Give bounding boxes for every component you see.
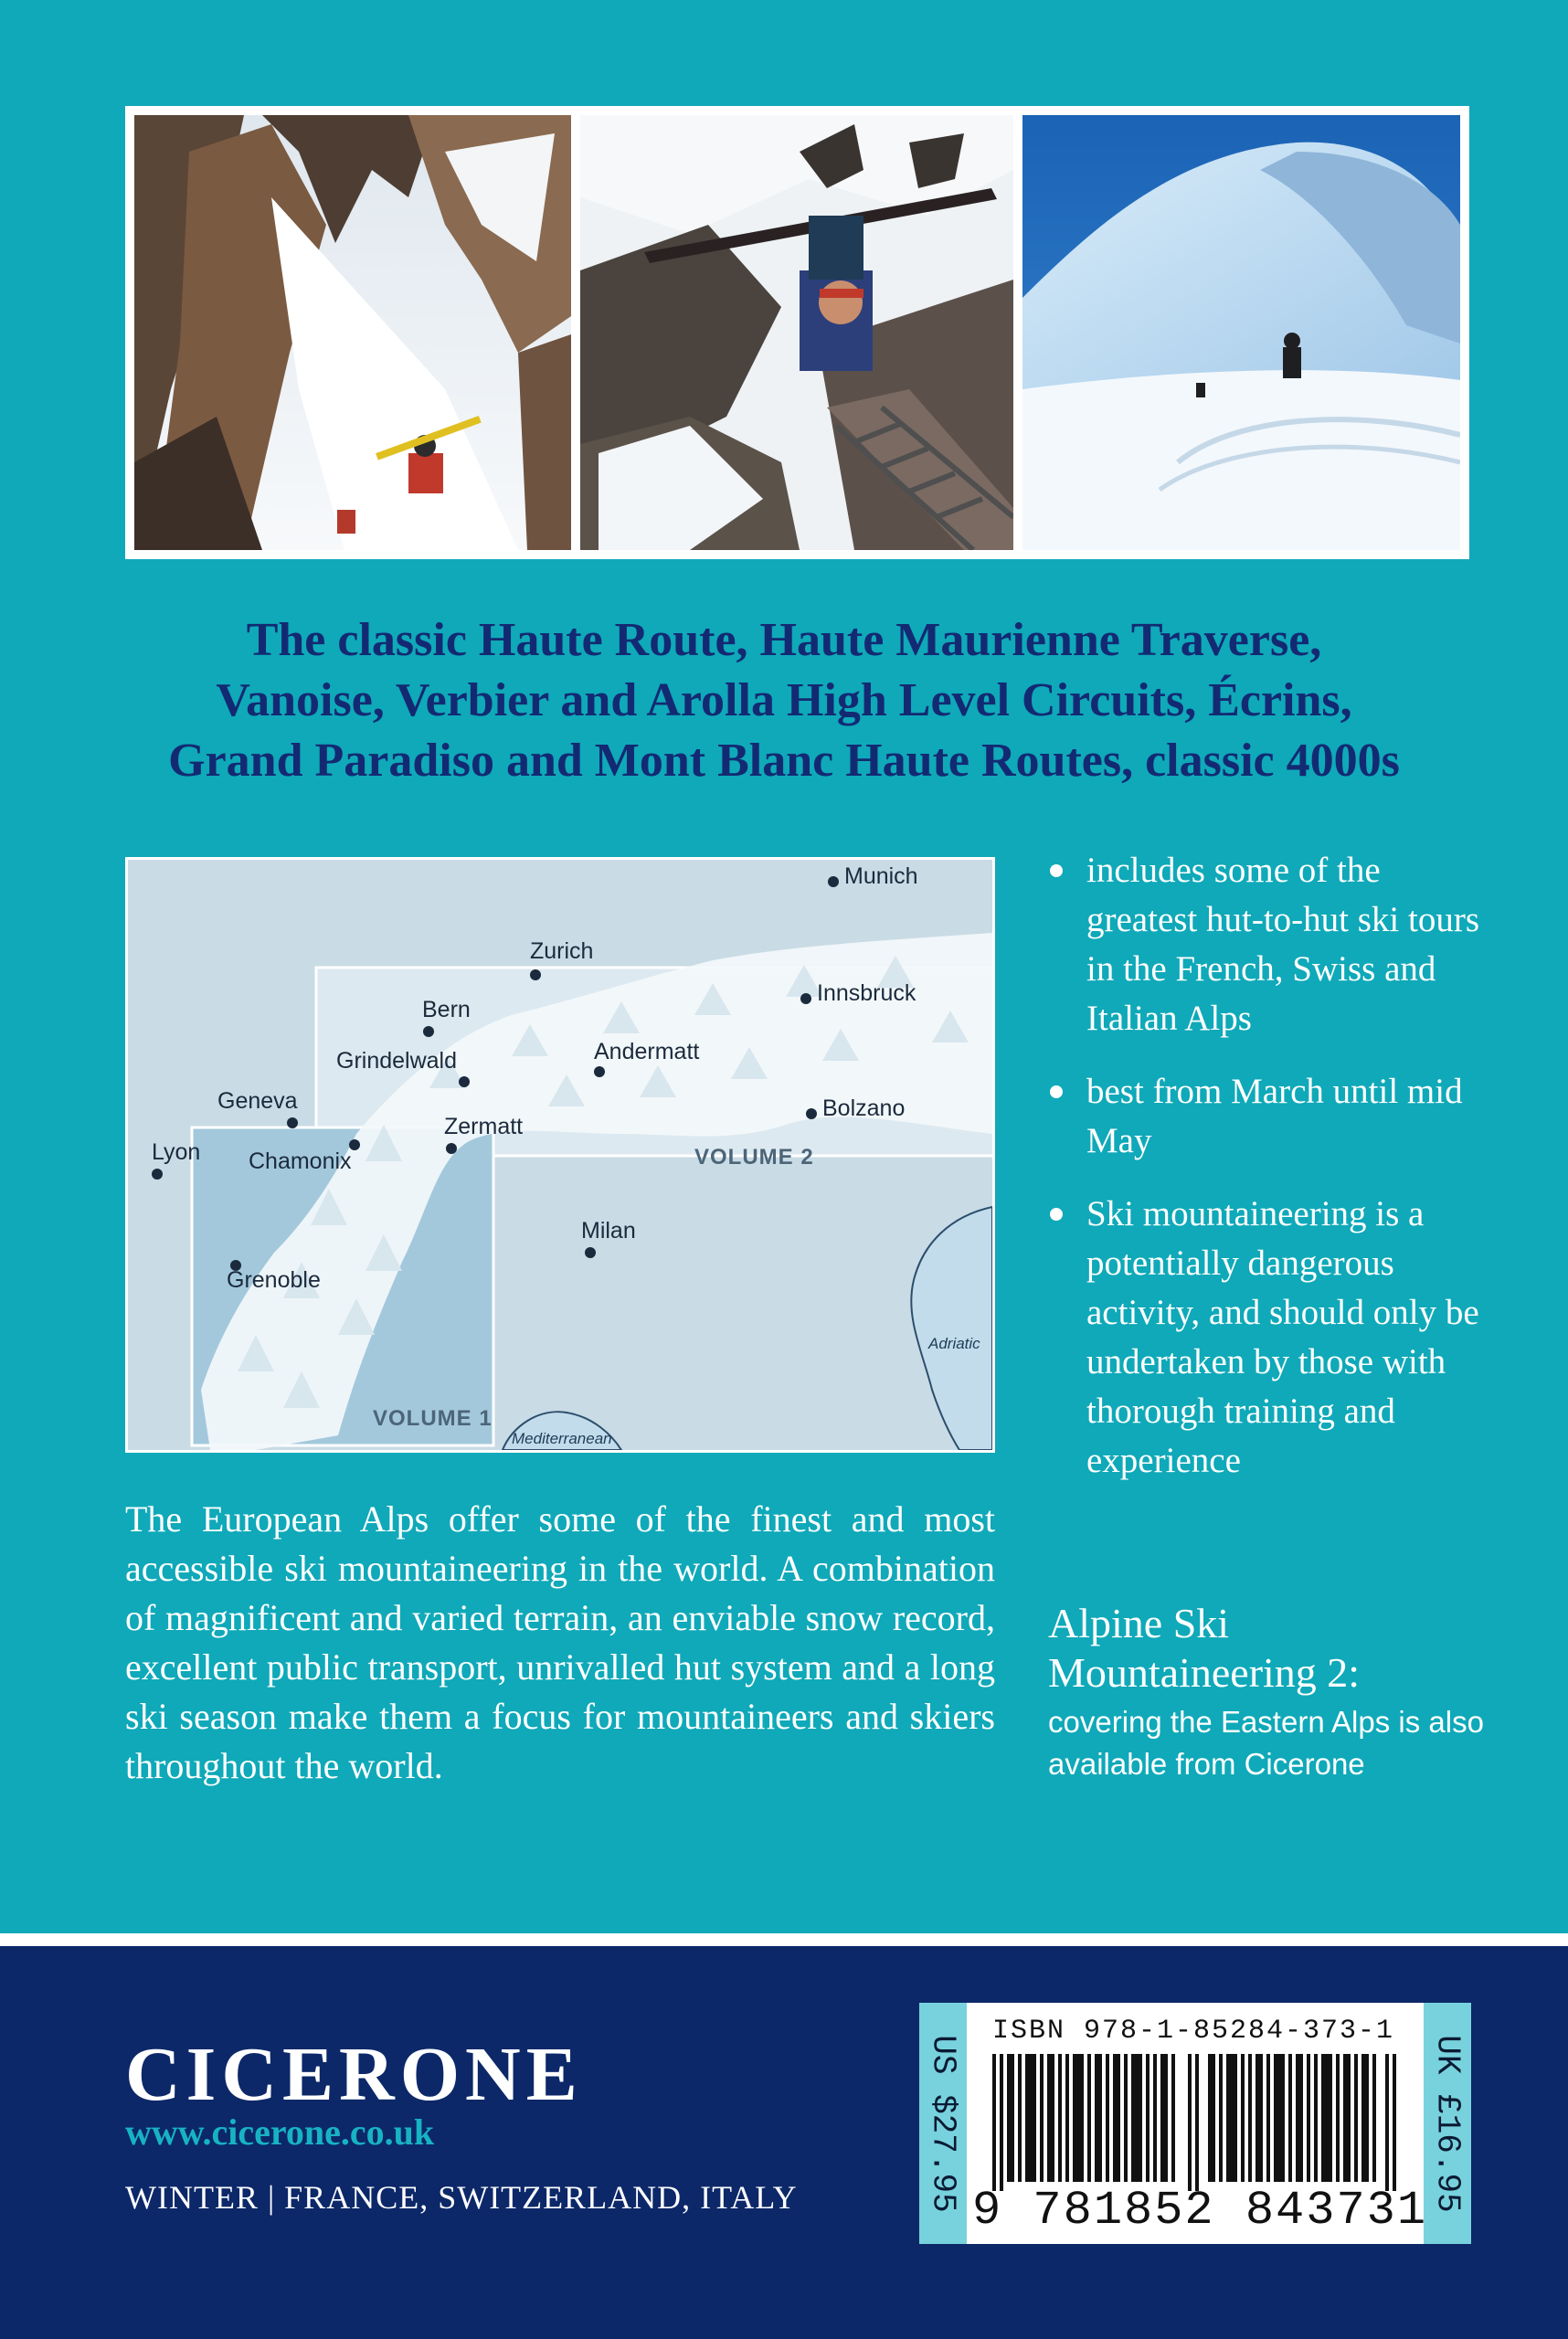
photo-climbers-couloir	[134, 115, 571, 550]
city-dot-geneva	[287, 1117, 298, 1128]
city-label-zermatt: Zermatt	[444, 1114, 524, 1139]
map-sea-mediterranean: Mediterranean	[512, 1430, 612, 1447]
companion-subtitle: covering the Eastern Alps is also available from Cicerone	[1048, 1705, 1484, 1781]
isbn-number: ISBN 978-1-85284-373-1	[992, 2016, 1395, 2047]
city-label-grindelwald: Grindelwald	[336, 1048, 458, 1074]
description-blurb: The European Alps offer some of the finest and most accessible ski mountaineering in the world. A combination of magnificent and varied terrain, an enviable snow record, excellent public transport, unrivalled hut system and a long ski season make them a focus for mountaineers and skiers throughout the world.	[125, 1498, 995, 1786]
publisher-logo: CICERONE	[125, 2032, 583, 2117]
city-dot-zermatt	[446, 1143, 457, 1154]
price-us: US $27.95	[924, 2034, 962, 2213]
city-label-bolzano: Bolzano	[822, 1095, 906, 1121]
footer-divider	[0, 1933, 1568, 1946]
city-dot-andermatt	[594, 1066, 605, 1077]
price-strip-uk	[1424, 2003, 1471, 2244]
city-label-zurich: Zurich	[530, 938, 594, 964]
city-label-munich: Munich	[844, 863, 918, 889]
feature-item: Ski mountaineering is a potentially dangerous activity, and should only be undertaken by those with thorough training and experience	[1046, 1190, 1485, 1486]
city-dot-milan	[585, 1247, 596, 1258]
city-dot-lyon	[152, 1169, 163, 1180]
photo-strip	[125, 106, 1469, 559]
feature-item: best from March until mid May	[1046, 1067, 1485, 1166]
city-dot-innsbruck	[800, 993, 811, 1004]
city-dot-bolzano	[806, 1108, 817, 1119]
photo-ladder-climber	[580, 115, 1013, 550]
city-label-grenoble: Grenoble	[227, 1267, 321, 1293]
city-dot-grindelwald	[459, 1076, 470, 1087]
feature-item: includes some of the greatest hut-to-hut ski tours in the French, Swiss and Italian Alps	[1046, 846, 1485, 1043]
city-label-innsbruck: Innsbruck	[817, 980, 916, 1006]
headline	[91, 610, 1477, 791]
companion-title: Alpine Ski Mountaineering 2:	[1048, 1600, 1361, 1696]
category-line: WINTER | FRANCE, SWITZERLAND, ITALY	[125, 2179, 798, 2216]
price-uk: UK £16.95	[1428, 2034, 1467, 2213]
alps-map	[125, 857, 995, 1453]
barcode-box	[919, 2003, 1471, 2244]
map-volume-1-label: VOLUME 1	[373, 1406, 493, 1431]
city-label-milan: Milan	[581, 1218, 636, 1244]
barcode-digits: 9 781852 843731	[972, 2184, 1428, 2238]
city-dot-zurich	[530, 969, 541, 980]
publisher-website[interactable]: www.cicerone.co.uk	[125, 2111, 435, 2153]
city-label-andermatt: Andermatt	[594, 1039, 700, 1064]
city-dot-munich	[828, 876, 839, 887]
city-label-chamonix: Chamonix	[249, 1148, 352, 1174]
headline-line-3: Grand Paradiso and Mont Blanc Haute Routes, classic 4000s	[168, 735, 1400, 787]
city-label-lyon: Lyon	[152, 1139, 201, 1165]
city-dot-bern	[423, 1026, 434, 1037]
city-label-bern: Bern	[422, 997, 471, 1022]
photo-skiers-descent	[1022, 115, 1460, 550]
feature-list	[1046, 846, 1485, 1509]
barcode-bars	[992, 2054, 1400, 2191]
map-sea-adriatic: Adriatic	[928, 1335, 980, 1352]
map-volume-2-label: VOLUME 2	[694, 1145, 814, 1170]
city-label-geneva: Geneva	[217, 1088, 298, 1114]
price-strip-us	[919, 2003, 967, 2244]
headline-line-2: Vanoise, Verbier and Arolla High Level Circuits, Écrins,	[216, 674, 1352, 726]
headline-line-1: The classic Haute Route, Haute Maurienne Traverse,	[246, 614, 1322, 666]
